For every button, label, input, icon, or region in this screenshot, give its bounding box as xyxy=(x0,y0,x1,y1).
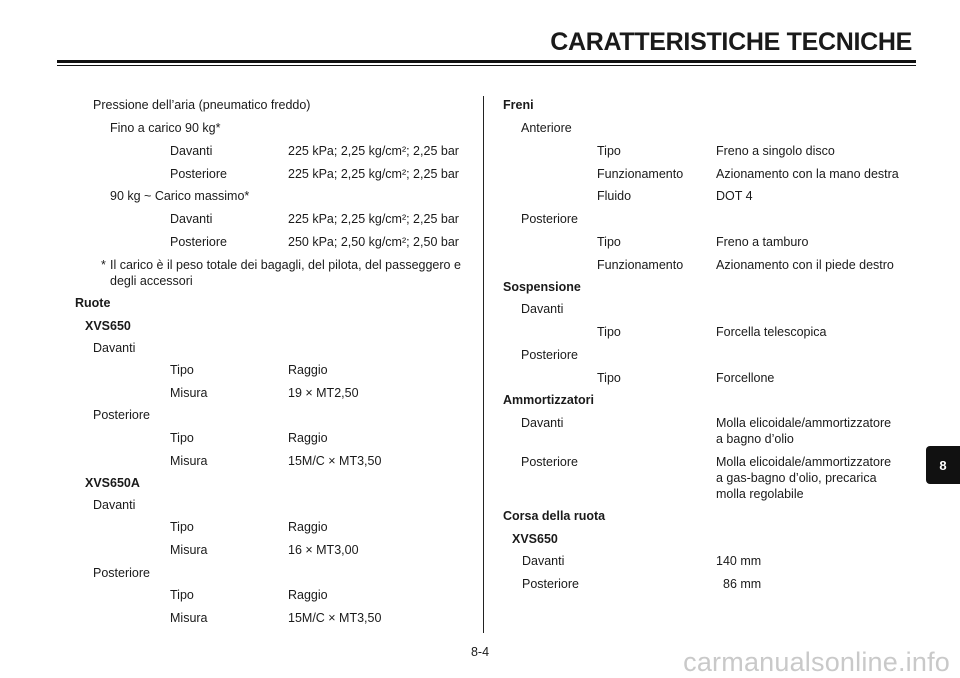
sf-type-label: Tipo xyxy=(597,325,621,339)
load1-rear-value: 225 kPa; 2,25 kg/cm²; 2,25 bar xyxy=(288,167,459,181)
m1-front-size-value: 19 × MT2,50 xyxy=(288,386,359,400)
section-tab: 8 xyxy=(926,446,960,484)
brake-rear-label: Posteriore xyxy=(521,212,578,226)
m1-rear-type-label: Tipo xyxy=(170,431,194,445)
m2-front-label: Davanti xyxy=(93,498,136,512)
sr-type-value: Forcellone xyxy=(716,371,775,385)
load1-front-label: Davanti xyxy=(170,144,213,158)
watermark: carmanualsonline.info xyxy=(683,647,950,677)
travel-rear-value: 86 mm xyxy=(723,577,762,591)
m1-rear-size-label: Misura xyxy=(170,454,208,468)
bf-fluid-value: DOT 4 xyxy=(716,189,753,203)
br-type-value: Freno a tamburo xyxy=(716,235,809,249)
load2-label: 90 kg ~ Carico massimo* xyxy=(110,189,250,203)
title-rule-thin xyxy=(57,65,916,66)
travel-heading: Corsa della ruota xyxy=(503,509,606,523)
brake-front-label: Anteriore xyxy=(521,121,572,135)
m1-front-type-label: Tipo xyxy=(170,363,194,377)
m2-front-size-value: 16 × MT3,00 xyxy=(288,543,359,557)
sf-type-value: Forcella telescopica xyxy=(716,325,827,339)
m2-rear-type-label: Tipo xyxy=(170,588,194,602)
model-1-name: XVS650 xyxy=(85,319,131,333)
br-op-label: Funzionamento xyxy=(597,258,684,272)
load2-rear-label: Posteriore xyxy=(170,235,227,249)
m1-front-label: Davanti xyxy=(93,341,136,355)
load2-front-value: 225 kPa; 2,25 kg/cm²; 2,25 bar xyxy=(288,212,459,226)
load1-rear-label: Posteriore xyxy=(170,167,227,181)
load2-front-label: Davanti xyxy=(170,212,213,226)
model-2-name: XVS650A xyxy=(85,476,140,490)
column-divider xyxy=(483,96,484,633)
shock-front-value-2: a bagno d’olio xyxy=(716,432,794,446)
bf-op-value: Azionamento con la mano destra xyxy=(716,167,899,181)
shock-heading: Ammortizzatori xyxy=(503,393,594,407)
m1-rear-label: Posteriore xyxy=(93,408,150,422)
wheels-heading: Ruote xyxy=(75,296,111,310)
pressure-heading: Pressione dell’aria (pneumatico freddo) xyxy=(93,98,311,112)
m2-rear-size-label: Misura xyxy=(170,611,208,625)
br-type-label: Tipo xyxy=(597,235,621,249)
m1-front-type-value: Raggio xyxy=(288,363,328,377)
brakes-heading: Freni xyxy=(503,98,534,112)
note-line-1: Il carico è il peso totale dei bagagli, del pilota, del passeggero e xyxy=(110,258,461,272)
bf-type-value: Freno a singolo disco xyxy=(716,144,835,158)
load1-front-value: 225 kPa; 2,25 kg/cm²; 2,25 bar xyxy=(288,144,459,158)
sr-type-label: Tipo xyxy=(597,371,621,385)
m1-rear-size-value: 15M/C × MT3,50 xyxy=(288,454,382,468)
susp-rear-label: Posteriore xyxy=(521,348,578,362)
m2-front-type-value: Raggio xyxy=(288,520,328,534)
m2-rear-label: Posteriore xyxy=(93,566,150,580)
shock-front-label: Davanti xyxy=(521,416,564,430)
shock-rear-value-1: Molla elicoidale/ammortizzatore xyxy=(716,455,892,469)
shock-rear-value-2: a gas-bagno d’olio, precarica xyxy=(716,471,877,485)
travel-model: XVS650 xyxy=(512,532,558,546)
travel-rear-label: Posteriore xyxy=(522,577,579,591)
m2-rear-type-value: Raggio xyxy=(288,588,328,602)
br-op-value: Azionamento con il piede destro xyxy=(716,258,894,272)
load1-label: Fino a carico 90 kg* xyxy=(110,121,221,135)
travel-front-label: Davanti xyxy=(522,554,565,568)
note-asterisk: * xyxy=(101,258,106,272)
title-rule-thick xyxy=(57,60,916,63)
m2-rear-size-value: 15M/C × MT3,50 xyxy=(288,611,382,625)
m1-front-size-label: Misura xyxy=(170,386,208,400)
travel-front-value: 140 mm xyxy=(716,554,762,568)
load2-rear-value: 250 kPa; 2,50 kg/cm²; 2,50 bar xyxy=(288,235,459,249)
susp-front-label: Davanti xyxy=(521,302,564,316)
suspension-heading: Sospensione xyxy=(503,280,581,294)
bf-type-label: Tipo xyxy=(597,144,621,158)
bf-fluid-label: Fluido xyxy=(597,189,632,203)
shock-front-value-1: Molla elicoidale/ammortizzatore xyxy=(716,416,892,430)
page-title: CARATTERISTICHE TECNICHE xyxy=(550,28,912,56)
note-line-2: degli accessori xyxy=(110,274,193,288)
m2-front-size-label: Misura xyxy=(170,543,208,557)
m2-front-type-label: Tipo xyxy=(170,520,194,534)
bf-op-label: Funzionamento xyxy=(597,167,684,181)
page-number: 8-4 xyxy=(470,645,490,659)
m1-rear-type-value: Raggio xyxy=(288,431,328,445)
shock-rear-value-3: molla regolabile xyxy=(716,487,804,501)
shock-rear-label: Posteriore xyxy=(521,455,578,469)
